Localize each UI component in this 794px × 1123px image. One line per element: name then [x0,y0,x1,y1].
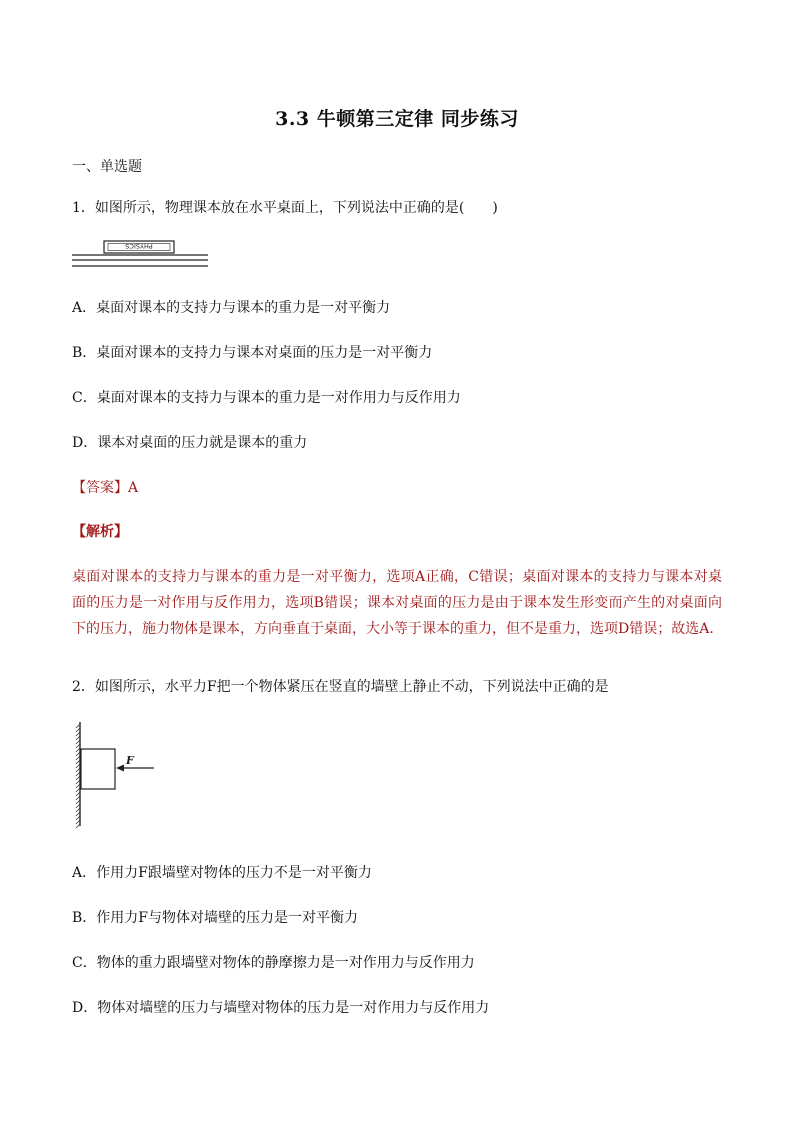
q2-option-d: D．物体对墙壁的压力与墙壁对物体的压力是一对作用力与反作用力 [72,1000,490,1016]
q1-option-d: D．课本对桌面的压力就是课本的重力 [72,435,308,451]
q1-analysis-text: 桌面对课本的支持力与课本的重力是一对平衡力，选项A正确，C错误；桌面对课本的支持力与课本对桌面的压力是一对作用与反作用力，选项B错误；课本对桌面的压力是由于课本发生形变而产生的对桌面向下的压力，施力物体是课本，方向垂直于桌面，大小等于课本的重力，但不是重力，选项D错误；故选A. [72,569,722,637]
page-title: 3.3 牛顿第三定律 同步练习 [275,108,519,130]
book-on-table-figure [72,238,212,272]
book-label-group [125,242,153,250]
question-1-stem: 1．如图所示，物理课本放在水平桌面上，下列说法中正确的是( ) [72,200,498,216]
q2-option-c: C．物体的重力跟墙壁对物体的静摩擦力是一对作用力与反作用力 [72,955,475,971]
section-heading: 一、单选题 [72,159,142,175]
q1-analysis-heading: 【解析】 [72,524,128,540]
force-arrowhead [116,765,124,772]
block-shape [81,749,115,789]
force-label: F [126,754,134,767]
block-against-wall-figure [72,722,162,830]
q2-option-a: A．作用力F跟墙壁对物体的压力不是一对平衡力 [72,865,372,881]
q1-option-c: C．桌面对课本的支持力与课本的重力是一对作用力与反作用力 [72,390,461,406]
book-label: PHYSICS [125,242,153,250]
q1-option-a: A．桌面对课本的支持力与课本的重力是一对平衡力 [72,300,391,316]
q1-answer: 【答案】A [72,480,139,496]
question-2-stem: 2．如图所示，水平力F把一个物体紧压在竖直的墙壁上静止不动，下列说法中正确的是 [72,679,609,695]
q1-option-b: B．桌面对课本的支持力与课本对桌面的压力是一对平衡力 [72,345,433,361]
q2-option-b: B．作用力F与物体对墙壁的压力是一对平衡力 [72,910,359,926]
